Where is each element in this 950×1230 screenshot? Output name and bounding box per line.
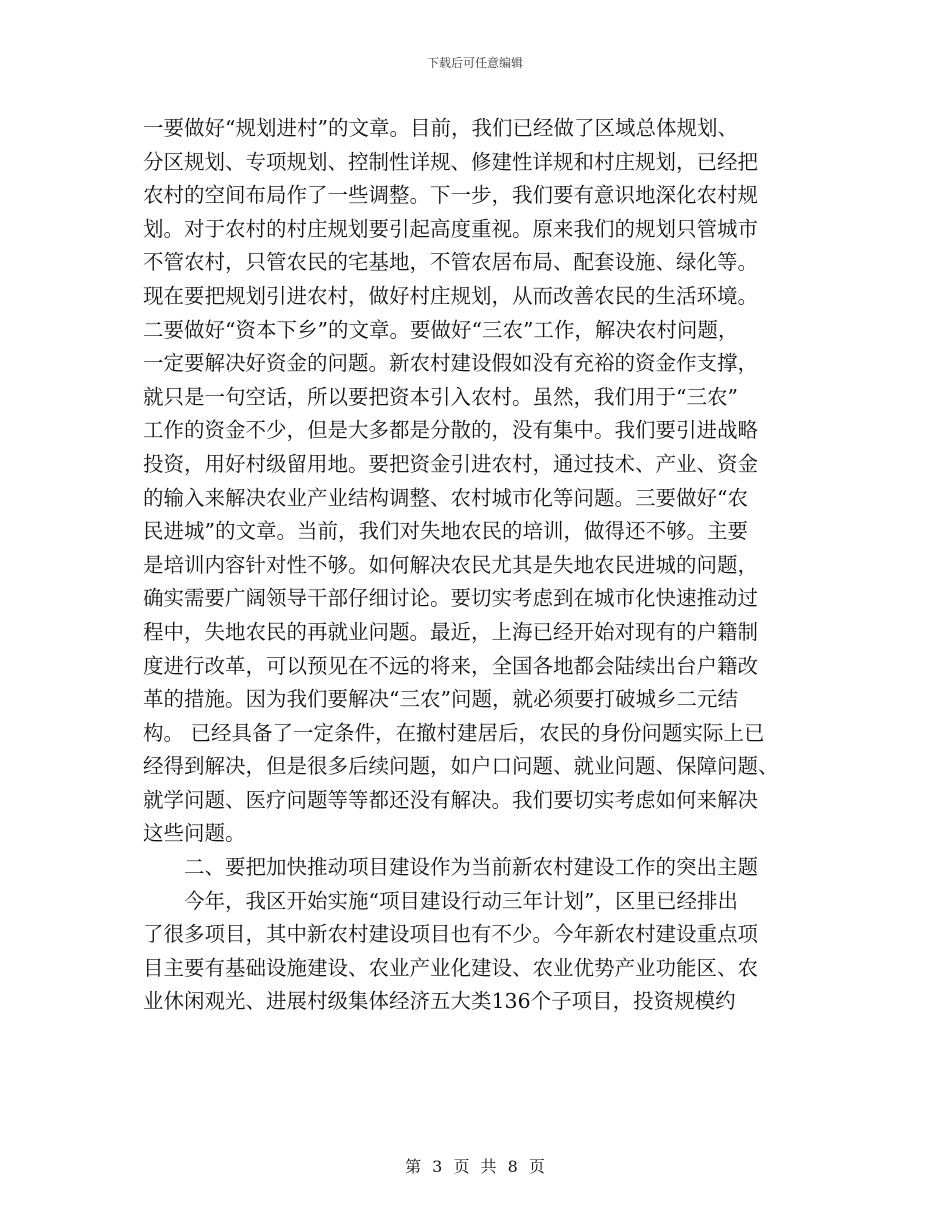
body-line: 工作的资金不少，但是大多都是分散的，没有集中。我们要引进战略 xyxy=(143,418,758,443)
body-line: 二要做好“资本下乡”的文章。要做好“三农”工作，解决农村问题， xyxy=(143,317,739,342)
body-line: 是培训内容针对性不够。如何解决农民尤其是失地农民进城的问题， xyxy=(143,552,758,577)
body-line: 今年，我区开始实施“项目建设行动三年计划”，区里已经排出 xyxy=(143,888,738,913)
body-line: 程中，失地农民的再就业问题。最近，上海已经开始对现有的户籍制 xyxy=(143,619,758,644)
body-line: 民进城”的文章。当前，我们对失地农民的培训，做得还不够。主要 xyxy=(143,519,748,544)
body-line: 就只是一句空话，所以要把资本引入农村。虽然，我们用于“三农” xyxy=(143,384,738,409)
body-line: 划。对于农村的村庄规划要引起高度重视。原来我们的规划只管城市 xyxy=(143,216,758,241)
body-line: 构。 已经具备了一定条件，在撤村建居后，农民的身份问题实际上已 xyxy=(143,720,765,745)
body-line: 度进行改革，可以预见在不远的将来，全国各地都会陆续出台户籍改 xyxy=(143,653,758,678)
body-line: 业休闲观光、进展村级集体经济五大类136个子项目，投资规模约 xyxy=(143,989,736,1014)
body-line: 不管农村，只管农民的宅基地，不管农居布局、配套设施、绿化等。 xyxy=(143,250,758,275)
body-line: 投资，用好村级留用地。要把资金引进农村，通过技术、产业、资金 xyxy=(143,451,758,476)
body-line: 农村的空间布局作了一些调整。下一步，我们要有意识地深化农村规 xyxy=(143,183,758,208)
body-line: 的输入来解决农业产业结构调整、农村城市化等问题。三要做好“农 xyxy=(143,485,748,510)
body-line: 目主要有基础设施建设、农业产业化建设、农业优势产业功能区、农 xyxy=(143,955,758,980)
body-line: 分区规划、专项规划、控制性详规、修建性详规和村庄规划，已经把 xyxy=(143,149,758,174)
body-line: 就学问题、医疗问题等等都还没有解决。我们要切实考虑如何来解决 xyxy=(143,787,758,812)
body-line: 一定要解决好资金的问题。新农村建设假如没有充裕的资金作支撑， xyxy=(143,351,758,376)
body-line: 了很多项目，其中新农村建设项目也有不少。今年新农村建设重点项 xyxy=(143,922,758,947)
section-heading: 二、要把加快推动项目建设作为当前新农村建设工作的突出主题 xyxy=(143,855,758,880)
body-line: 现在要把规划引进农村，做好村庄规划，从而改善农民的生活环境。 xyxy=(143,283,758,308)
body-line: 这些问题。 xyxy=(143,821,246,846)
document-body xyxy=(143,112,805,1019)
page-number: 第 3 页 共 8 页 xyxy=(405,1157,545,1176)
body-line: 革的措施。因为我们要解决“三农”问题，就必须要打破城乡二元结 xyxy=(143,687,738,712)
body-line: 一要做好“规划进村”的文章。目前，我们已经做了区域总体规划、 xyxy=(143,116,738,140)
body-line: 确实需要广阔领导干部仔细讨论。要切实考虑到在城市化快速推动过 xyxy=(143,586,758,611)
body-line: 经得到解决，但是很多后续问题，如户口问题、就业问题、保障问题、 xyxy=(143,754,779,779)
page-header: 下载后可任意编辑 xyxy=(426,56,523,70)
